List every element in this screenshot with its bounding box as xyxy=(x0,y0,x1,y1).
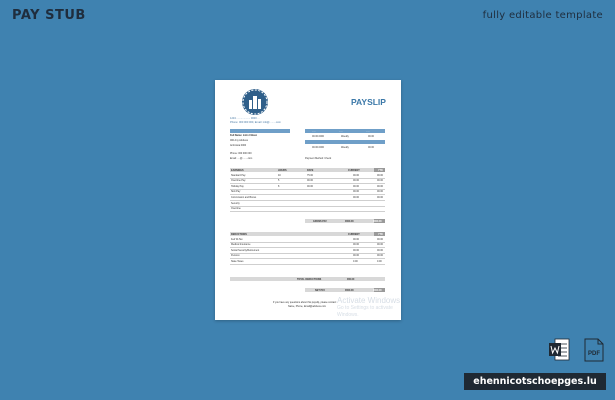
employee-address: 000 Any Address xyxy=(230,139,248,142)
earnings-cell-rate: 00.00 xyxy=(307,179,313,183)
pdf-file-icon[interactable] xyxy=(583,338,603,361)
employee-header-bar xyxy=(230,129,290,133)
earnings-cell-hours: 5 xyxy=(278,179,280,183)
hours-header: HOURS xyxy=(278,168,287,172)
summary-header-3: ...... xyxy=(366,129,370,133)
summary-header-bar-2 xyxy=(305,140,385,144)
earnings-cell-ytd: 00.00 xyxy=(377,190,383,194)
deduction-cell-current: 00.00 xyxy=(353,243,359,247)
deductions-header: DEDUCTIONS xyxy=(231,232,247,236)
employee-city: Ambrosia 0000 xyxy=(230,144,247,147)
rate-header: RATE xyxy=(307,168,314,172)
earnings-cell-label: Commission and Bonus xyxy=(231,195,257,199)
net-pay-current: 0000.00 xyxy=(345,288,354,292)
earnings-cell-current: 00.00 xyxy=(353,195,359,199)
watermark-title: Activate Windows xyxy=(337,296,401,305)
deduction-cell-label: State Taxes xyxy=(231,259,244,263)
deductions-current-header: CURRENT xyxy=(348,232,360,236)
total-deductions-label: TOTAL DEDUCTIONS xyxy=(297,277,322,281)
watermark-line3: Windows. xyxy=(337,312,359,318)
earnings-cell-label: Standard Pay xyxy=(231,173,246,177)
deduction-cell-ytd: 00.00 xyxy=(377,248,383,252)
deduction-cell-current: 00.00 xyxy=(353,254,359,258)
earnings-cell-label: Overtime Pay xyxy=(231,179,246,183)
gross-pay-current: 0000.00 xyxy=(345,219,354,223)
payment-method: Payment Method: Check xyxy=(305,157,332,160)
deduction-cell-label: Social Security/Retirement xyxy=(231,248,260,252)
gross-pay-ytd: 0000.00 xyxy=(373,219,382,223)
net-pay-label: NET PAY xyxy=(315,288,325,292)
deduction-cell-ytd: 00.00 xyxy=(377,237,383,241)
pay-type-value: Weekly xyxy=(341,135,349,138)
summary-row2-col1: 00.00.0000 xyxy=(312,146,324,149)
earnings-cell-current: 00.00 xyxy=(353,179,359,183)
activate-windows-watermark xyxy=(337,296,400,319)
company-address: 1234 ................... 0000 ... xyxy=(230,117,260,120)
earnings-cell-label: Holiday Pay xyxy=(231,184,244,188)
deductions-ytd-header: YTD xyxy=(378,232,383,236)
earnings-header: EARNINGS xyxy=(231,168,244,172)
earnings-cell-ytd: 00.00 xyxy=(377,184,383,188)
summary-header-2: ...... xyxy=(339,129,343,133)
deduction-cell-current: 00.00 xyxy=(353,237,359,241)
deductions-header-bar xyxy=(230,232,385,236)
deduction-cell-label: Fed W-Tax xyxy=(231,237,243,241)
footer-contact: Name, Phone, Email@address.com xyxy=(288,305,327,308)
watermark-line2: Go to Settings to activate xyxy=(337,305,393,311)
earnings-cell-current: 00.00 xyxy=(353,190,359,194)
deduction-cell-current: 0.00 xyxy=(353,259,358,263)
word-file-icon[interactable] xyxy=(548,338,568,361)
total-deductions-current: 000.00 xyxy=(347,277,355,281)
earnings-cell-hours: 40 xyxy=(278,173,281,177)
svg-text:PDF: PDF xyxy=(588,351,600,357)
ytd-header: YTD xyxy=(378,168,383,172)
deduction-cell-label: Medical Insurance xyxy=(231,243,251,247)
net-pay-ytd: 0000.00 xyxy=(373,288,382,292)
company-contact: Phone: 000 000 000, Email: info@.........com xyxy=(230,121,281,124)
earnings-cell-ytd: 00.00 xyxy=(377,173,383,177)
page-subtitle: fully editable template xyxy=(482,10,603,21)
summary-header-bar xyxy=(305,129,385,133)
earnings-cell-label: Overtime xyxy=(231,207,241,211)
company-logo-icon xyxy=(242,89,268,115)
brand-badge[interactable]: ehennicotschoepges.lu xyxy=(464,373,606,390)
employee-phone: Phone: 000 000 000 xyxy=(230,152,252,155)
employee-email: Email: ....@........com xyxy=(230,157,253,160)
earnings-cell-ytd: 00.00 xyxy=(377,179,383,183)
employee-name: Full Name: John Citizen xyxy=(230,134,258,137)
summary-header-1: ...... xyxy=(312,129,316,133)
deduction-cell-ytd: 00.00 xyxy=(377,254,383,258)
summary-row2-col3: 00.00 xyxy=(368,146,374,149)
deduction-cell-current: 00.00 xyxy=(353,248,359,252)
gross-pay-label: GROSS PAY xyxy=(313,219,327,223)
earnings-cell-ytd: 00.00 xyxy=(377,195,383,199)
deduction-cell-ytd: 0.00 xyxy=(377,259,382,263)
deduction-cell-ytd: 00.00 xyxy=(377,243,383,247)
payslip-heading: PAYSLIP xyxy=(351,97,386,107)
payslip-document xyxy=(215,80,401,320)
earnings-cell-label: Sick Pay xyxy=(231,190,241,194)
earnings-cell-hours: 8 xyxy=(278,184,280,188)
period-value: 00.00 xyxy=(368,135,374,138)
earnings-cell-label: Security xyxy=(231,201,240,205)
earnings-cell-rate: 75.00 xyxy=(307,173,313,177)
summary-row2-col2: Weekly xyxy=(341,146,349,149)
pay-date-value: 00.00.0000 xyxy=(312,135,324,138)
page-title: PAY STUB xyxy=(12,8,86,23)
current-header: CURRENT xyxy=(348,168,360,172)
earnings-cell-current: 00.00 xyxy=(353,184,359,188)
earnings-cell-current: 00.00 xyxy=(353,173,359,177)
deduction-cell-label: Pension xyxy=(231,254,240,258)
footer-question: If you have any questions about this payslip, please contact: xyxy=(273,301,337,304)
earnings-cell-rate: 00.00 xyxy=(307,184,313,188)
